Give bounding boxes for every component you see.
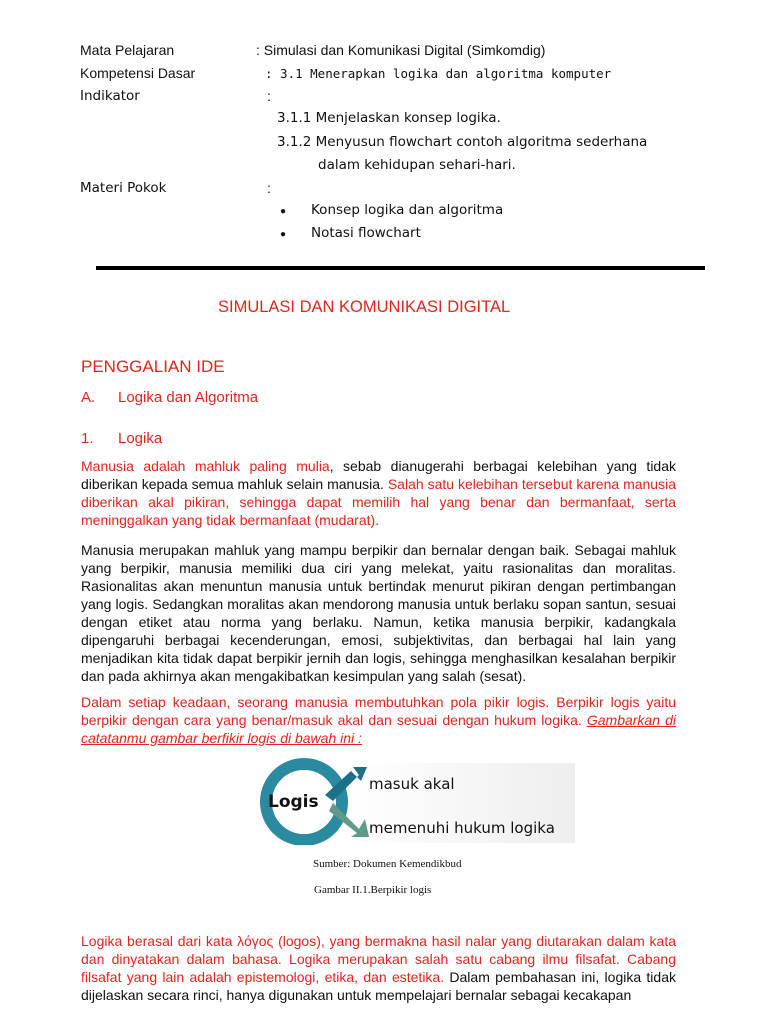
bullet-icon: ● xyxy=(280,229,287,240)
diagram-branch-bottom: memenuhi hukum logika xyxy=(369,819,555,837)
paragraph-4 xyxy=(81,932,676,1004)
label-mata-pelajaran: Mata Pelajaran xyxy=(80,42,175,58)
label-indikator: Indikator xyxy=(80,88,140,104)
value-mata-pelajaran: : Simulasi dan Komunikasi Digital (Simkomdig) xyxy=(256,42,546,58)
paragraph-4-red: Logika berasal dari kata λόγος (logos), yang bermakna hasil nalar yang diutarakan dalam kata dan dinyatakan dalam bahasa. Logika merupakan salah satu cabang ilmu filsafat. Cabang filsafat yang lain adalah epistemologi, etika, dan estetika. xyxy=(81,933,676,985)
diagram-branch-top: masuk akal xyxy=(369,775,455,793)
sub-subsection-number: 1. xyxy=(81,430,94,447)
paragraph-1 xyxy=(81,457,676,529)
value-kompetensi-dasar: : 3.1 Menerapkan logika dan algoritma komputer xyxy=(265,66,612,81)
sub-subsection-title: Logika xyxy=(118,430,163,447)
paragraph-1-black: , sebab dianugerahi berbagai kelebihan yang tidak diberikan kepada semua mahluk selain manusia. xyxy=(81,458,676,492)
document-title: SIMULASI DAN KOMUNIKASI DIGITAL xyxy=(218,298,511,316)
subsection-title: Logika dan Algoritma xyxy=(118,389,259,406)
label-kompetensi-dasar: Kompetensi Dasar xyxy=(80,65,196,81)
header-divider xyxy=(96,266,705,270)
materi-item-1: Konsep logika dan algoritma xyxy=(311,202,504,218)
diagram-center-label: Logis xyxy=(268,792,319,812)
materi-item-2: Notasi flowchart xyxy=(311,225,421,241)
section-heading: PENGGALIAN IDE xyxy=(81,357,225,376)
paragraph-2: Manusia merupakan mahluk yang mampu berpikir dan bernalar dengan baik. Sebagai mahluk yang berpikir, manusia memiliki dua ciri yang melekat, yaitu rasionalitas dan moralitas. Rasionalitas akan menuntun manusia untuk bertindak menurut pikiran dengan pertimbangan yang logis. Sedangkan moralitas akan mendorong manusia untuk berlaku sopan santun, sesuai dengan etiket atau norma yang berlaku. Namun, ketika manusia berpikir, kadangkala dipengaruhi berbagai kecenderungan, emosi, subjektivitas, dan berbagai hal lain yang menjadikan kita tidak dapat berpikir jernih dan logis, sehingga menghasilkan kesalahan berpikir dan pada akhirnya akan mengakibatkan kesimpulan yang salah (sesat). xyxy=(81,542,676,684)
figure-source: Sumber: Dokumen Kemendikbud xyxy=(313,858,462,870)
indicator-item-1: 3.1.1 Menjelaskan konsep logika. xyxy=(277,110,501,126)
paragraph-4-black: Dalam pembahasan ini, logika tidak dijelaskan secara rinci, hanya digunakan untuk mempelajari bernalar sebagai kecakapan xyxy=(81,969,676,1003)
indicator-item-2: 3.1.2 Menyusun flowchart contoh algoritma sederhana xyxy=(277,134,648,150)
paragraph-1-red-a: Manusia adalah mahluk paling mulia xyxy=(81,458,330,474)
value-indikator: : xyxy=(267,88,271,104)
value-materi-pokok: : xyxy=(267,180,271,196)
paragraph-3 xyxy=(81,693,676,747)
paragraph-3-red: Dalam setiap keadaan, seorang manusia membutuhkan pola pikir logis. Berpikir logis yaitu berpikir dengan cara yang benar/masuk akal dan sesuai dengan hukum logika. xyxy=(81,694,676,728)
label-materi-pokok: Materi Pokok xyxy=(80,180,167,196)
indicator-item-2-cont: dalam kehidupan sehari-hari. xyxy=(318,157,516,173)
bullet-icon: ● xyxy=(280,206,287,217)
figure-caption: Gambar II.1.Berpikir logis xyxy=(314,884,432,896)
logic-diagram xyxy=(255,755,575,845)
paragraph-1-red-b: Salah satu kelebihan tersebut karena manusia diberikan akal pikiran, sehingga dapat memilih hal yang benar dan bermanfaat, serta meninggalkan yang tidak bermanfaat (mudarat). xyxy=(81,476,676,528)
subsection-number: A. xyxy=(81,389,96,406)
paragraph-3-instruction: Gambarkan di catatanmu gambar berfikir logis di bawah ini : xyxy=(81,712,676,746)
